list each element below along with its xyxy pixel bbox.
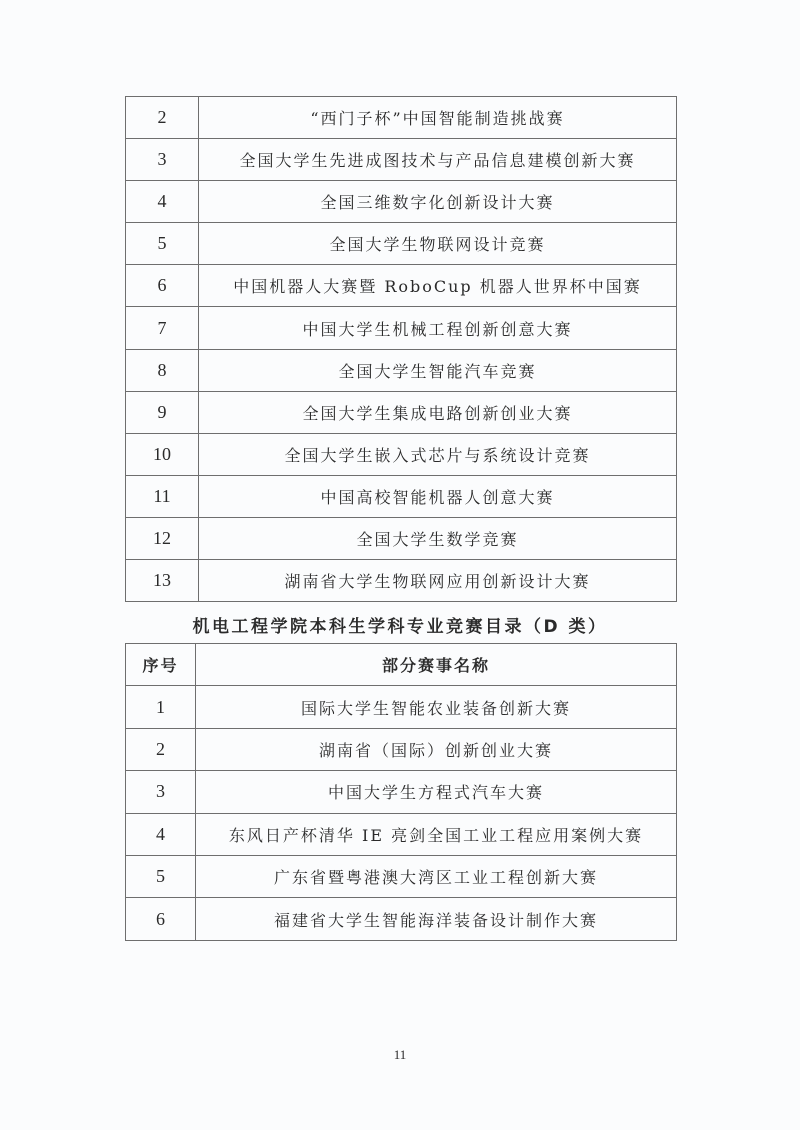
table-row [126, 728, 677, 770]
row-number: 9 [126, 391, 199, 433]
row-number: 1 [126, 686, 196, 728]
competition-name: 广东省暨粤港澳大湾区工业工程创新大赛 [196, 855, 677, 897]
competition-name: 中国大学生方程式汽车大赛 [196, 771, 677, 813]
row-number: 12 [126, 517, 199, 559]
table-row [126, 475, 677, 517]
row-number: 3 [126, 139, 199, 181]
row-number: 2 [126, 728, 196, 770]
row-number: 2 [126, 97, 199, 139]
table-row [126, 813, 677, 855]
row-number: 5 [126, 223, 199, 265]
competition-name: 全国大学生智能汽车竞赛 [199, 349, 677, 391]
table-row [126, 139, 677, 181]
row-number: 4 [126, 181, 199, 223]
competition-name: 全国三维数字化创新设计大赛 [199, 181, 677, 223]
competition-table-c-continued [125, 96, 677, 602]
competition-name: 湖南省大学生物联网应用创新设计大赛 [199, 560, 677, 602]
competition-name: 国际大学生智能农业装备创新大赛 [196, 686, 677, 728]
row-number: 6 [126, 265, 199, 307]
table-row [126, 771, 677, 813]
competition-name: 全国大学生数学竞赛 [199, 517, 677, 559]
competition-name: 全国大学生先进成图技术与产品信息建模创新大赛 [199, 139, 677, 181]
table-row [126, 307, 677, 349]
table-row [126, 223, 677, 265]
table-row [126, 265, 677, 307]
competition-name: 中国高校智能机器人创意大赛 [199, 475, 677, 517]
table-row [126, 97, 677, 139]
competition-name: 东风日产杯清华 IE 亮剑全国工业工程应用案例大赛 [196, 813, 677, 855]
table-row [126, 560, 677, 602]
competition-table-d [125, 643, 677, 941]
table-row [126, 686, 677, 728]
table-header-row [126, 644, 677, 686]
competition-name: 中国大学生机械工程创新创意大赛 [199, 307, 677, 349]
competition-name: 福建省大学生智能海洋装备设计制作大赛 [196, 898, 677, 940]
competition-name: 湖南省（国际）创新创业大赛 [196, 728, 677, 770]
row-number: 8 [126, 349, 199, 391]
row-number: 13 [126, 560, 199, 602]
header-name: 部分赛事名称 [196, 644, 677, 686]
table-row [126, 181, 677, 223]
table-row [126, 349, 677, 391]
row-number: 4 [126, 813, 196, 855]
table-row [126, 855, 677, 897]
page-number: 11 [393, 1047, 407, 1062]
row-number: 3 [126, 771, 196, 813]
table-row [126, 433, 677, 475]
row-number: 6 [126, 898, 196, 940]
competition-name: 中国机器人大赛暨 RoboCup 机器人世界杯中国赛 [199, 265, 677, 307]
competition-name: “西门子杯”中国智能制造挑战赛 [199, 97, 677, 139]
competition-name: 全国大学生嵌入式芯片与系统设计竞赛 [199, 433, 677, 475]
competition-name: 全国大学生集成电路创新创业大赛 [199, 391, 677, 433]
row-number: 5 [126, 855, 196, 897]
row-number: 11 [126, 475, 199, 517]
table-row [126, 391, 677, 433]
row-number: 7 [126, 307, 199, 349]
competition-name: 全国大学生物联网设计竞赛 [199, 223, 677, 265]
row-number: 10 [126, 433, 199, 475]
table-row [126, 517, 677, 559]
header-number: 序号 [126, 644, 196, 686]
section-title-d: 机电工程学院本科生学科专业竞赛目录（D 类） [192, 617, 608, 637]
table-row [126, 898, 677, 940]
